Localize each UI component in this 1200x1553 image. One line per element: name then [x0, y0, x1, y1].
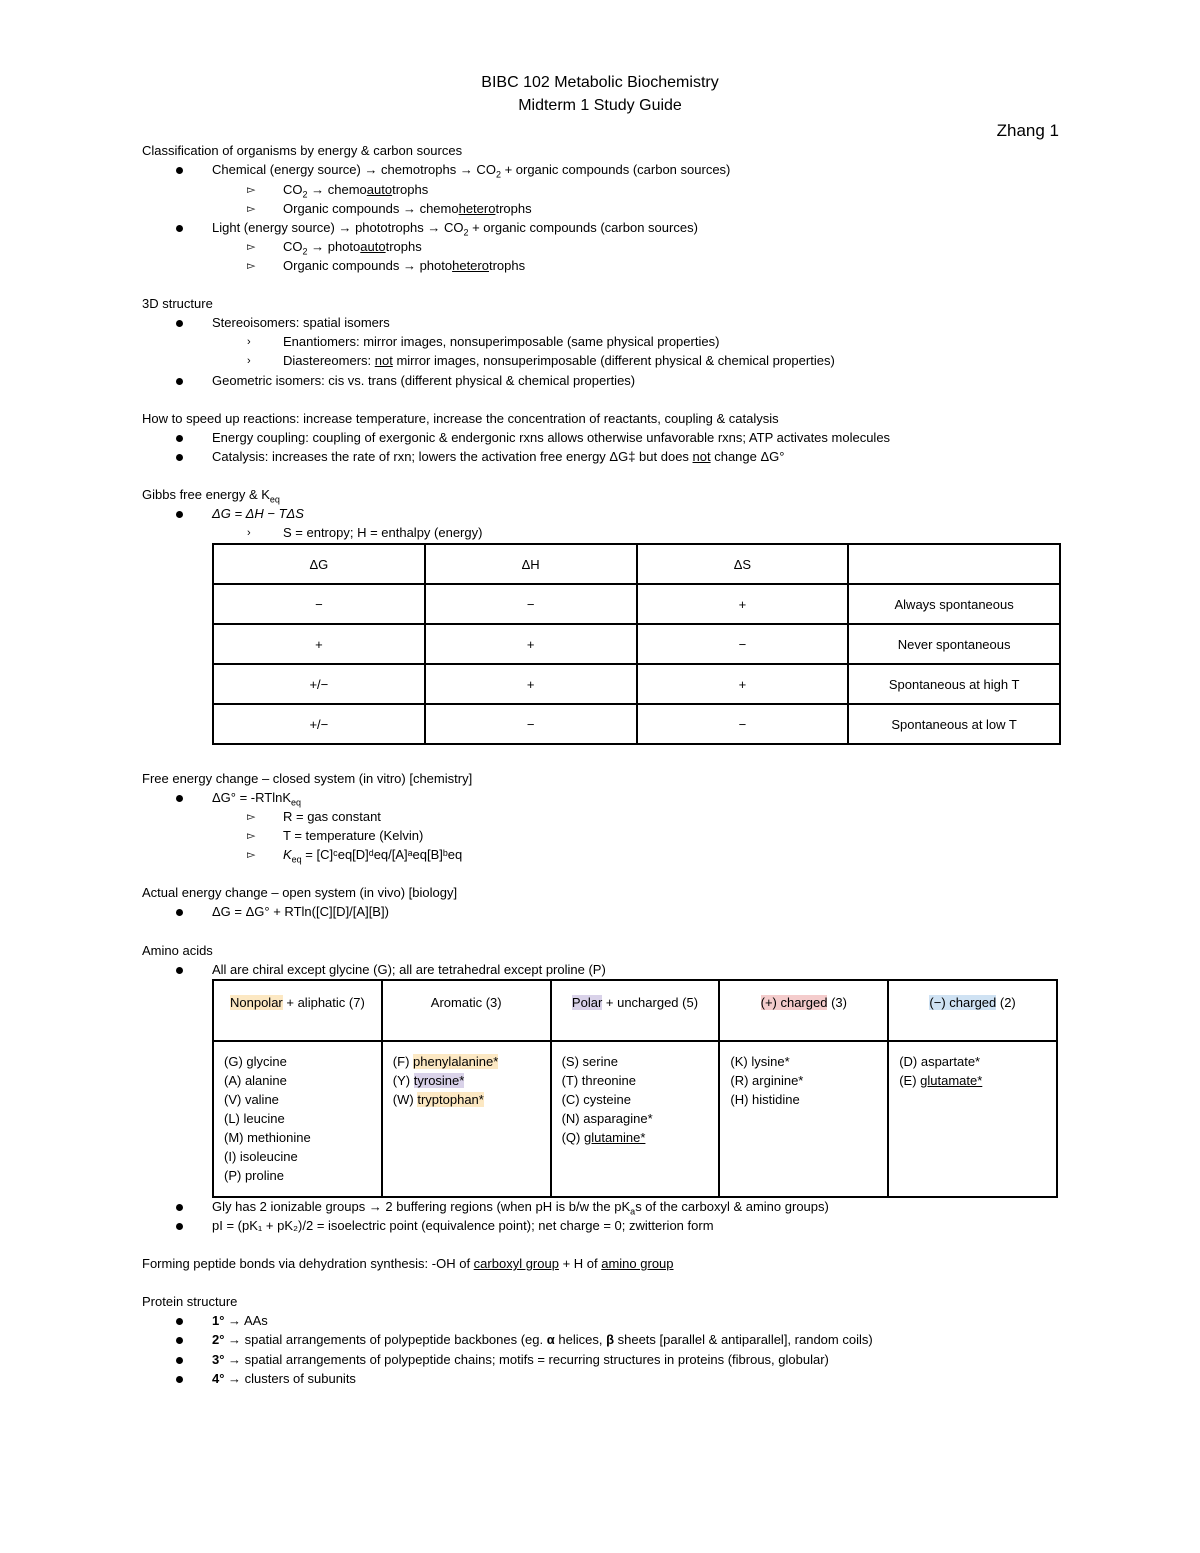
arrow-bullet-icon: ▻ — [247, 830, 256, 842]
arrow-bullet-icon: › — [247, 527, 251, 539]
bullet-icon — [176, 454, 183, 461]
table-header-cell: (+) charged (3) — [719, 980, 888, 1041]
arrow-bullet-icon: ▻ — [247, 241, 256, 253]
section-heading: 3D structure — [142, 296, 213, 311]
list-item: › Enantiomers: mirror images, nonsuperimposable (same physical properties) — [247, 334, 720, 349]
document-title: BIBC 102 Metabolic Biochemistry — [481, 74, 719, 91]
list-item: Stereoisomers: spatial isomers — [176, 314, 390, 332]
document-subtitle: Midterm 1 Study Guide — [518, 97, 682, 114]
list-item: 2° → spatial arrangements of polypeptide backbones (eg. α helices, β sheets [parallel & antiparallel], random coils) — [176, 1331, 873, 1349]
bullet-icon — [176, 167, 183, 174]
table-cell: − — [637, 704, 849, 744]
arrow-bullet-icon: › — [247, 336, 251, 348]
section-heading: How to speed up reactions: increase temperature, increase the concentration of reactants, coupling & catalysis — [142, 411, 779, 426]
list-item: ▻ Organic compounds → chemoheterotrophs — [247, 201, 532, 216]
table-cell: (S) serine (T) threonine (C) cysteine (N) asparagine* (Q) glutamine* — [551, 1041, 720, 1197]
table-cell: + — [213, 624, 425, 664]
table-cell: Spontaneous at low T — [848, 704, 1060, 744]
list-item: 4° → clusters of subunits — [176, 1370, 356, 1388]
section-heading: Classification of organisms by energy & carbon sources — [142, 143, 463, 158]
arrow-bullet-icon: ▻ — [247, 260, 256, 272]
amino-acid-table — [212, 979, 1058, 1198]
table-header-cell: ΔH — [425, 544, 637, 584]
list-item: Geometric isomers: cis vs. trans (different physical & chemical properties) — [176, 372, 635, 390]
list-item: 3° → spatial arrangements of polypeptide chains; motifs = recurring structures in proteins (fibrous, globular) — [176, 1351, 829, 1369]
table-cell: − — [425, 584, 637, 624]
bullet-icon — [176, 1204, 183, 1211]
table-cell: − — [425, 704, 637, 744]
table-cell: − — [213, 584, 425, 624]
table-cell: + — [637, 664, 849, 704]
arrow-bullet-icon: › — [247, 355, 251, 367]
arrow-bullet-icon: ▻ — [247, 849, 256, 861]
bullet-icon — [176, 511, 183, 518]
bullet-icon — [176, 320, 183, 327]
table-header-row — [213, 980, 1057, 1041]
table-row — [213, 704, 1060, 744]
table-header-cell: Polar + uncharged (5) — [551, 980, 720, 1041]
table-cell: + — [425, 624, 637, 664]
table-cell: (D) aspartate* (E) glutamate* — [888, 1041, 1057, 1197]
arrow-bullet-icon: ▻ — [247, 203, 256, 215]
list-item: ▻ R = gas constant — [247, 809, 381, 824]
list-item: › Diastereomers: not mirror images, nonsuperimposable (different physical & chemical properties) — [247, 353, 835, 368]
list-item: Gly has 2 ionizable groups → 2 buffering regions (when pH is b/w the $pK_as$ of the carboxyl & amino groups) — [176, 1198, 829, 1221]
bullet-icon — [176, 909, 183, 916]
page-label: Zhang 1 — [996, 121, 1059, 140]
table-header-cell: Aromatic (3) — [382, 980, 551, 1041]
bullet-icon — [176, 1376, 183, 1383]
table-cell: (F) phenylalanine* (Y) tyrosine* (W) tryptophan* — [382, 1041, 551, 1197]
table-cell: + — [425, 664, 637, 704]
arrow-bullet-icon: ▻ — [247, 184, 256, 196]
list-item: All are chiral except glycine (G); all are tetrahedral except proline (P) — [176, 961, 606, 979]
list-item: ▻ $CO_2$ → photoautotrophs — [247, 239, 422, 257]
table-cell: +/− — [213, 664, 425, 704]
bullet-icon — [176, 1318, 183, 1325]
bullet-icon — [176, 378, 183, 385]
bullet-icon — [176, 435, 183, 442]
table-cell: + — [637, 584, 849, 624]
bullet-icon — [176, 967, 183, 974]
section-heading: Forming peptide bonds via dehydration synthesis: -OH of carboxyl group + H of amino group — [142, 1256, 674, 1271]
bullet-icon — [176, 795, 183, 802]
list-item: pI = (pK₁ + pK₂)/2 = isoelectric point (equivalence point); net charge = 0; zwitterion form — [176, 1217, 714, 1235]
gibbs-table — [212, 543, 1061, 745]
bullet-icon — [176, 1357, 183, 1364]
bullet-icon — [176, 1337, 183, 1344]
list-item: ΔG = ΔG° + RTln([C][D]/[A][B]) — [176, 903, 389, 921]
table-cell: +/− — [213, 704, 425, 744]
table-cell: (K) lysine* (R) arginine* (H) histidine — [719, 1041, 888, 1197]
table-cell: Always spontaneous — [848, 584, 1060, 624]
table-header-row — [213, 544, 1060, 584]
table-row — [213, 1041, 1057, 1197]
bullet-icon — [176, 225, 183, 232]
list-item: ▻ T = temperature (Kelvin) — [247, 828, 424, 843]
list-item: ΔG = ΔH − TΔS — [176, 505, 304, 523]
section-heading: Actual energy change – open system (in vivo) [biology] — [142, 885, 458, 900]
list-item: Energy coupling: coupling of exergonic & endergonic rxns allows otherwise unfavorable rxns; ATP activates molecules — [176, 429, 890, 447]
list-item: Catalysis: increases the rate of rxn; lowers the activation free energy ΔG‡ but does not change ΔG° — [176, 448, 784, 466]
list-item: ▻ Organic compounds → photoheterotrophs — [247, 258, 526, 273]
table-cell: − — [637, 624, 849, 664]
table-row — [213, 664, 1060, 704]
section-heading: Free energy change – closed system (in vitro) [chemistry] — [142, 771, 473, 786]
list-item: ▻ $CO_2$ → chemoautotrophs — [247, 182, 429, 200]
section-heading: Protein structure — [142, 1294, 238, 1309]
table-cell: (G) glycine (A) alanine (V) valine (L) leucine (M) methionine (I) isoleucine (P) proline — [213, 1041, 382, 1197]
table-row — [213, 584, 1060, 624]
list-item: 1° → AAs — [176, 1312, 268, 1330]
table-cell: Never spontaneous — [848, 624, 1060, 664]
list-item: › S = entropy; H = enthalpy (energy) — [247, 525, 483, 540]
arrow-bullet-icon: ▻ — [247, 811, 256, 823]
bullet-icon — [176, 1223, 183, 1230]
section-heading: Amino acids — [142, 943, 213, 958]
list-item: ▻ $K_{eq}$ = [C]ᶜeq[D]ᵈeq/[A]ᵃeq[B]ᵇeq — [247, 847, 463, 865]
list-item: Chemical (energy source) → chemotrophs → $CO_2$ + organic compounds (carbon sources) — [176, 161, 730, 184]
table-header-cell: Nonpolar + aliphatic (7) — [213, 980, 382, 1041]
table-header-cell — [848, 544, 1060, 584]
table-header-cell: ΔG — [213, 544, 425, 584]
table-header-cell: ΔS — [637, 544, 849, 584]
table-row — [213, 624, 1060, 664]
table-cell: Spontaneous at high T — [848, 664, 1060, 704]
list-item: ΔG° = -RTlnK$_{eq}$ — [176, 789, 301, 812]
section-heading: Gibbs free energy & $K_{eq}$ — [142, 487, 280, 505]
table-header-cell: (−) charged (2) — [888, 980, 1057, 1041]
list-item: Light (energy source) → phototrophs → $CO_2$ + organic compounds (carbon sources) — [176, 219, 698, 242]
